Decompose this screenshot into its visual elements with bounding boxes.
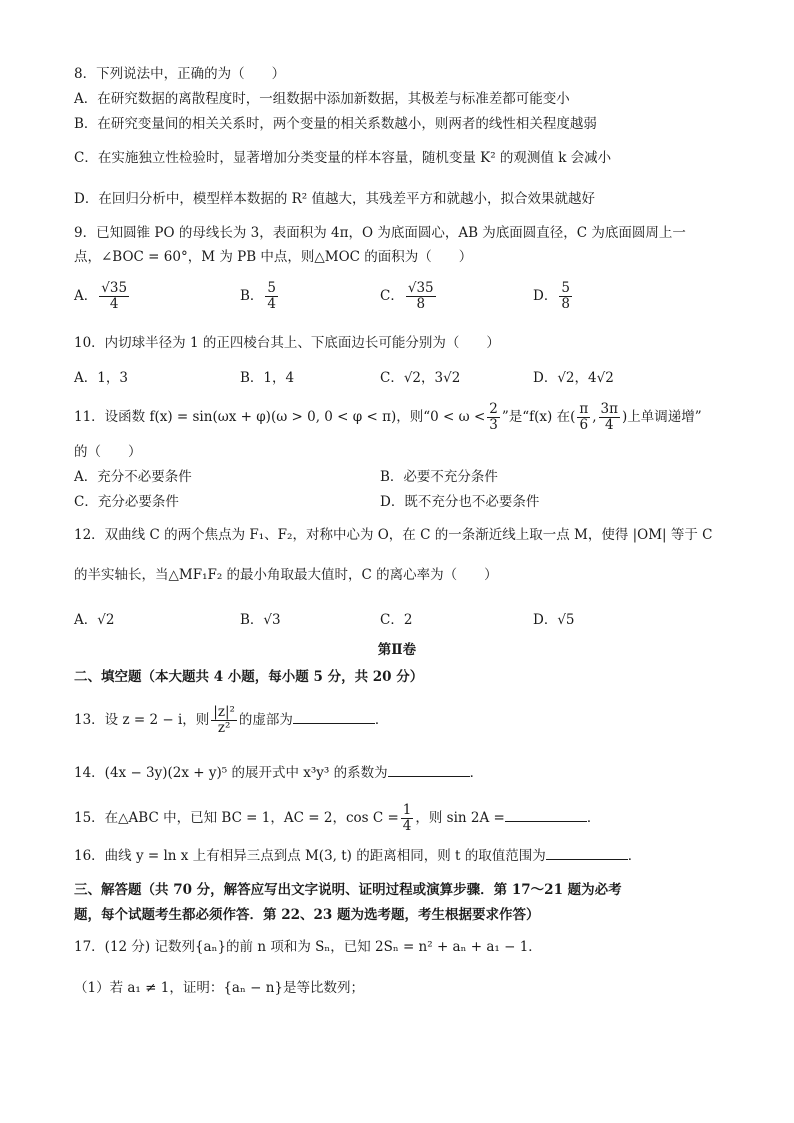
- q13-fraction: [211, 705, 237, 736]
- q13-text-a: 13．设 z = 2 − i，则: [74, 711, 210, 728]
- q15-line: [74, 803, 600, 834]
- q10-stem: 10．内切球半径为 1 的正四棱台其上、下底面边长可能分别为（ ）: [74, 335, 500, 351]
- q10-option-c: C．√2，3√2: [380, 370, 461, 386]
- q15-text-a: 15．在△ABC 中，已知 BC = 1，AC = 2，cos C =: [74, 809, 399, 826]
- q9-option-c: [380, 281, 438, 312]
- q9-option-d-denominator: 8: [561, 295, 570, 312]
- section3-heading-line2: 题，每个试题考生都必须作答．第 22、23 题为选考题，考生根据要求作答）: [74, 907, 540, 923]
- q10-option-a: A．1，3: [74, 370, 128, 386]
- q9-option-c-denominator: 8: [416, 295, 426, 312]
- q11-stem-line1: [74, 402, 702, 433]
- q9-option-c-label: C．: [380, 287, 404, 304]
- q9-option-a-denominator: 4: [109, 295, 119, 312]
- q9-stem-line1: 9．已知圆锥 PO 的母线长为 3，表面积为 4π，O 为底面圆心，AB 为底面圆直径，C 为底面圆周上一: [74, 225, 686, 241]
- q9-option-a-label: A．: [74, 287, 98, 304]
- q9-option-c-numerator: √35: [407, 280, 434, 296]
- q14-end: ．: [469, 765, 484, 781]
- q9-option-b-numerator: 5: [267, 280, 277, 296]
- q10-option-d: D．√2，4√2: [533, 370, 614, 386]
- q8-option-a: A．在研究数据的离散程度时，一组数据中添加新数据，其极差与标准差都可能变小: [74, 91, 570, 107]
- q11-fraction1-numerator: 2: [489, 401, 498, 417]
- q11-stem-part-a: 11．设函数 f(x) = sin(ωx + φ)(ω > 0, 0 < φ < π)，则“0 < ω <: [74, 408, 486, 425]
- q11-option-b: B．必要不充分条件: [380, 469, 498, 485]
- q14-text: 14．(4x − 3y)(2x + y)⁵ 的展开式中 x³y³ 的系数为: [74, 765, 388, 781]
- q9-option-d-fraction: [559, 281, 572, 312]
- q16-line: [74, 845, 641, 866]
- q9-option-a-numerator: √35: [101, 280, 128, 296]
- q13-line: [74, 705, 388, 736]
- q13-answer-blank[interactable]: [293, 709, 375, 724]
- q11-fraction3-denominator: 4: [604, 416, 614, 433]
- q16-text: 16．曲线 y = ln x 上有相异三点到点 M(3, t) 的距离相同，则 t 的取值范围为: [74, 848, 546, 864]
- q13-denominator: z²: [217, 719, 231, 736]
- q15-fraction: [401, 803, 414, 834]
- q15-answer-blank[interactable]: [505, 807, 587, 822]
- q9-option-b-denominator: 4: [267, 295, 277, 312]
- q8-option-d: D．在回归分析中，模型样本数据的 R² 值越大，其残差平方和就越小，拟合效果就越好: [74, 191, 595, 207]
- q9-option-b-label: B．: [240, 287, 264, 304]
- q11-fraction2-denominator: 6: [579, 416, 589, 433]
- q9-option-d: [533, 281, 574, 312]
- q10-option-b: B．1，4: [240, 370, 295, 386]
- q11-fraction3-numerator: 3π: [600, 401, 619, 417]
- q17-stem: 17．(12 分) 记数列{aₙ}的前 n 项和为 Sₙ，已知 2Sₙ = n² + aₙ + a₁ − 1．: [74, 939, 542, 955]
- q15-end: ．: [586, 809, 601, 826]
- q11-option-a: A．充分不必要条件: [74, 469, 192, 485]
- section2-heading: 二、填空题（本大题共 4 小题，每小题 5 分，共 20 分）: [74, 669, 424, 685]
- q13-end: ．: [374, 711, 389, 728]
- q12-option-b: B．√3: [240, 612, 281, 628]
- q11-option-c: C．充分必要条件: [74, 494, 179, 510]
- q9-option-d-numerator: 5: [561, 280, 570, 296]
- q11-stem-part-b: ”是“f(x) 在(: [501, 408, 576, 425]
- section3-heading-line1: 三、解答题（共 70 分，解答应写出文字说明、证明过程或演算步骤．第 17～21 题为必考: [74, 882, 622, 898]
- q12-stem-line1: 12．双曲线 C 的两个焦点为 F₁、F₂，对称中心为 O，在 C 的一条渐近线上取一点 M，使得 |OM| 等于 C: [74, 527, 713, 543]
- q8-option-c: C．在实施独立性检验时，显著增加分类变量的样本容量，随机变量 K² 的观测值 k 会减小: [74, 150, 612, 166]
- q12-stem-line2: 的半实轴长，当△MF₁F₂ 的最小角取最大值时，C 的离心率为（ ）: [74, 567, 498, 583]
- q12-option-d: D．√5: [533, 612, 575, 628]
- part2-title: 第Ⅱ卷: [377, 642, 417, 658]
- q14-line: [74, 762, 483, 783]
- q9-stem-line2: 点，∠BOC = 60°，M 为 PB 中点，则△MOC 的面积为（ ）: [74, 249, 473, 265]
- q9-option-a-fraction: [99, 281, 129, 312]
- q16-answer-blank[interactable]: [546, 845, 628, 860]
- q12-option-a: A．√2: [74, 612, 115, 628]
- q17-part1: （1）若 a₁ ≠ 1，证明：{aₙ − n}是等比数列；: [74, 980, 364, 996]
- q11-fraction-pi-6: [577, 402, 590, 433]
- q9-option-d-label: D．: [533, 287, 558, 304]
- q9-option-c-fraction: [406, 281, 436, 312]
- q15-text-b: ，则 sin 2A =: [415, 809, 505, 826]
- q15-numerator: 1: [402, 802, 412, 818]
- q11-fraction-3pi-4: [599, 402, 620, 433]
- q9-option-b: [240, 281, 280, 312]
- q13-numerator: |z|²: [213, 704, 235, 720]
- q11-comma: ,: [592, 408, 597, 425]
- q12-option-c: C．2: [380, 612, 413, 628]
- q13-text-b: 的虚部为: [238, 711, 293, 728]
- q8-stem: 8．下列说法中，正确的为（ ）: [74, 66, 286, 82]
- q16-end: ．: [627, 848, 642, 864]
- q14-answer-blank[interactable]: [388, 762, 470, 777]
- q11-stem-part-c: )上单调递增”: [622, 408, 702, 425]
- q9-option-a: [74, 281, 131, 312]
- q11-option-d: D．既不充分也不必要条件: [380, 494, 540, 510]
- q9-option-b-fraction: [265, 281, 278, 312]
- q11-fraction2-numerator: π: [579, 401, 589, 417]
- q11-fraction1-denominator: 3: [489, 416, 498, 433]
- q11-fraction-2-3: [487, 402, 500, 433]
- q8-option-b: B．在研究变量间的相关关系时，两个变量的相关系数越小，则两者的线性相关程度越弱: [74, 116, 597, 132]
- q15-denominator: 4: [402, 817, 412, 834]
- q11-stem-line2: 的（ ）: [74, 444, 142, 460]
